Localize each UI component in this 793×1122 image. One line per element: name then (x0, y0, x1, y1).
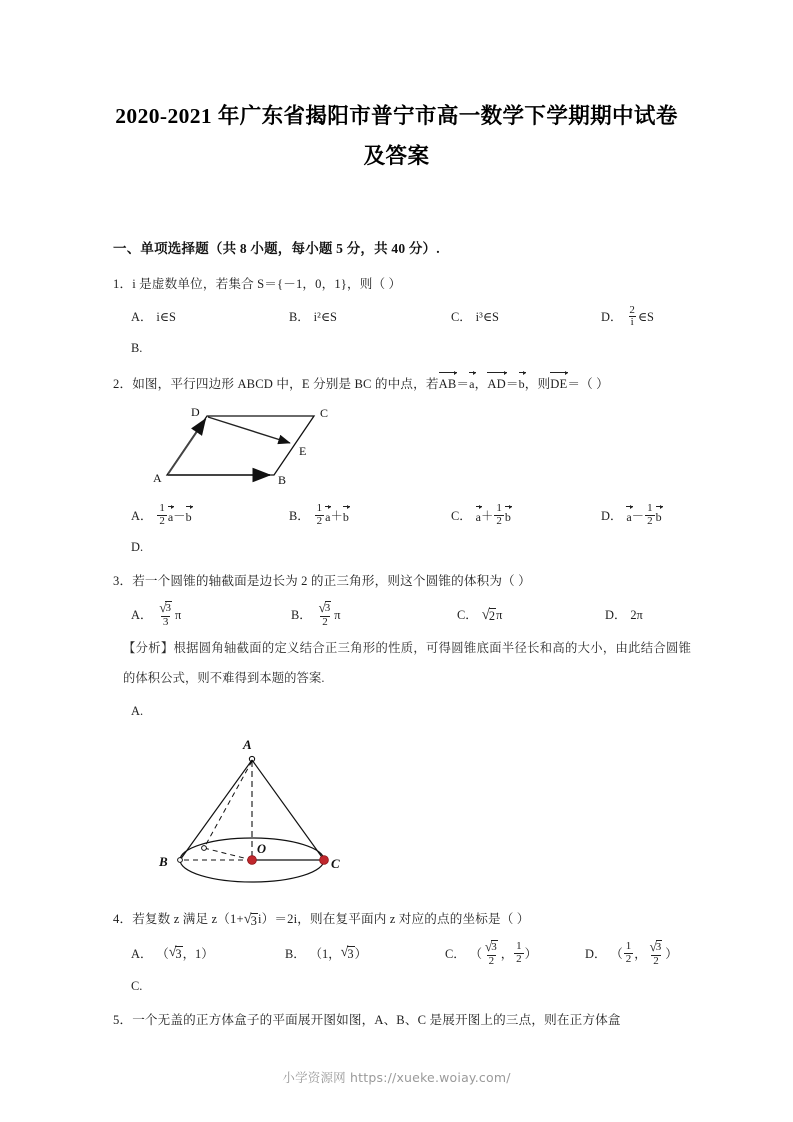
page-title (100, 96, 693, 176)
exam-content (113, 238, 691, 1037)
question-5-stem: 5．一个无盖的正方体盒子的平面展开图如图，A、B、C 是展开图上的三点，则在正方体盒 (113, 1013, 621, 1027)
sqrt-icon: √ 3 (649, 938, 662, 954)
question-3-stem: 3．若一个圆锥的轴截面是边长为 2 的正三角形，则这个圆锥的体积为（ ） (113, 573, 531, 588)
fraction-numerator (157, 601, 174, 616)
option-2-A[interactable] (131, 504, 289, 529)
radicand: 3 (165, 602, 171, 614)
radicand: 3 (347, 947, 354, 962)
stem-text-post: ＝（ ） (567, 376, 609, 391)
operator: ＋ (330, 509, 343, 524)
vector-AD: AD (487, 372, 506, 395)
fraction-numerator (483, 940, 500, 955)
title-line-2: 及答案 (363, 144, 430, 168)
question-1-answer: B. (131, 340, 143, 355)
second-coordinate: 1 (195, 947, 202, 962)
radicand: 3 (491, 940, 497, 953)
fraction-numerator (648, 940, 665, 955)
vector-b: b (656, 506, 662, 526)
option-value: （ 1 ， √ 3 ） (309, 945, 367, 962)
point-B-marker (178, 858, 183, 863)
option-2-B[interactable] (289, 504, 451, 529)
option-label: C． (445, 947, 466, 962)
option-3-D[interactable] (605, 602, 643, 630)
option-label: A． (131, 310, 153, 325)
vector-b: b (343, 506, 349, 526)
fraction-denominator: 3 (162, 615, 169, 628)
question-3-answer: A. (131, 704, 144, 719)
radicand: 3 (655, 940, 662, 953)
sqrt-icon: √ 3 (243, 912, 258, 929)
fraction-numerator (317, 601, 334, 616)
option-1-A[interactable] (131, 305, 289, 330)
cone-figure (157, 735, 691, 905)
option-value: i³∈S (475, 310, 499, 325)
equals-1: ＝ (456, 376, 470, 391)
fraction-one-half (624, 941, 634, 966)
option-value: （ $\frac{1}{2}$ ， √ 3 2 ） (610, 938, 678, 967)
fraction-half (157, 503, 167, 528)
parallelogram-outline (167, 416, 314, 475)
option-value: i²∈S (313, 310, 337, 325)
option-2-C[interactable] (451, 504, 601, 529)
option-value (626, 504, 661, 529)
vector-arrow-DE (208, 417, 290, 443)
stem-text-pre: 4．若复数 z 满足 z（1+ (113, 912, 244, 927)
operator: － (631, 509, 645, 524)
vector-a: a (325, 506, 330, 526)
radicand: 2 (488, 608, 496, 623)
fraction-numerator: 1 (496, 502, 502, 515)
question-3-options (113, 602, 691, 630)
pi-symbol: π (496, 608, 503, 623)
label-B: B (278, 472, 287, 487)
parallelogram-abcd-svg (137, 401, 352, 489)
vector-b: b (186, 506, 192, 526)
fraction-denominator: 2 (625, 953, 632, 966)
point-C-marker-red (320, 856, 329, 865)
option-label: D． (601, 509, 623, 524)
pi-symbol: π (174, 608, 182, 623)
fraction-one-half (514, 941, 524, 966)
vector-a: a (469, 372, 474, 395)
fraction-denominator: 2 (159, 515, 165, 528)
question-2-stem (113, 372, 691, 395)
label-O: O (257, 842, 267, 857)
fraction-half (494, 503, 504, 528)
fraction-half (645, 503, 655, 528)
vector-a: a (476, 506, 481, 526)
fraction-denominator: i (630, 316, 634, 329)
option-label: B． (291, 608, 312, 623)
option-1-C[interactable] (451, 305, 601, 330)
option-label: B． (285, 947, 306, 962)
title-line-1: 2020-2021 年广东省揭阳市普宁市高一数学下学期期中试卷 (115, 104, 678, 128)
inner-arc-point (202, 846, 207, 851)
analysis-text: 根据圆角轴截面的定义结合正三角形的性质，可得圆锥底面半径长和高的大小，由此结合圆锥的体积公式，则不难得到本题的答案. (123, 641, 691, 686)
option-label: B． (289, 509, 310, 524)
option-4-B[interactable] (285, 940, 445, 968)
label-B: B (159, 854, 168, 870)
section-heading: 一、单项选择题（共 8 小题，每小题 5 分，共 40 分）. (113, 241, 440, 256)
option-3-B[interactable] (291, 602, 457, 630)
option-value (156, 504, 191, 529)
label-C: C (331, 856, 340, 872)
question-4-options (113, 940, 691, 968)
fraction-numerator: 1 (516, 940, 522, 953)
fraction-numerator: 1 (647, 502, 653, 515)
option-value (314, 504, 349, 529)
inner-dashed-segment (204, 848, 252, 860)
sqrt-icon: √ 3 (340, 945, 354, 962)
option-value: （ √ 3 ， 1 ） (156, 945, 214, 962)
option-label: C． (451, 310, 472, 325)
sqrt-icon: √ 2 (481, 606, 496, 623)
sqrt-icon: √ 3 (168, 945, 182, 962)
question-1-options (113, 305, 691, 330)
option-3-C[interactable] (457, 602, 605, 630)
question-4-answer: C. (131, 979, 143, 993)
option-value (626, 305, 654, 330)
radicand: 3 (250, 914, 258, 929)
fraction-sqrt3-over-2 (483, 940, 500, 968)
option-label: D． (585, 947, 607, 962)
option-value (476, 504, 511, 529)
analysis-label: 【分析】 (123, 641, 174, 656)
operator: ＋ (480, 509, 494, 524)
pi-symbol: π (334, 608, 341, 623)
radicand: 3 (324, 602, 331, 614)
option-value (482, 606, 503, 624)
operator: － (173, 509, 186, 524)
separator-2: ，则 (524, 376, 551, 391)
option-4-D[interactable] (585, 940, 678, 968)
fraction-half (315, 503, 325, 528)
option-label: C． (457, 608, 478, 623)
stem-text-post: i）＝2i，则在复平面内 z 对应的点的坐标是（ ） (258, 912, 530, 927)
stem-text-pre: 2．如图，平行四边形 ABCD 中，E 分别是 BC 的中点，若 (113, 376, 439, 391)
fraction-denominator: 2 (488, 954, 495, 967)
sqrt-icon: √ 3 (318, 600, 331, 615)
cone-slant-dashed (204, 761, 252, 848)
label-A: A (243, 737, 252, 753)
fraction-denominator: 2 (653, 954, 659, 967)
option-value: （ √ 3 2 ， $\frac{1}{2}$ ） (469, 938, 537, 967)
fraction-two-over-i (627, 305, 637, 330)
fraction-denominator: 2 (647, 515, 653, 528)
fraction-sqrt3-over-2 (648, 940, 665, 968)
vector-arrow-AD (168, 419, 206, 474)
label-E: E (299, 443, 307, 458)
fraction-denominator: 2 (322, 615, 328, 628)
vector-AB: AB (439, 372, 457, 395)
sqrt-icon: √ 3 (159, 600, 171, 615)
option-label: A． (131, 947, 153, 962)
option-3-A[interactable] (131, 602, 291, 630)
option-label: B． (289, 310, 310, 325)
cone-slant-left (180, 760, 252, 860)
question-3-analysis (113, 633, 691, 693)
vector-a: a (626, 506, 631, 526)
cone-diagram-svg (157, 735, 367, 900)
radicand: 3 (175, 947, 182, 962)
fraction-numerator: 1 (159, 502, 165, 515)
fraction-numerator: 1 (316, 502, 323, 515)
option-label: A． (131, 509, 153, 524)
option-label: D． (605, 608, 627, 623)
fraction-numerator: 1 (625, 940, 632, 953)
question-2-options (113, 504, 691, 529)
vector-a: a (168, 506, 173, 526)
label-A: A (153, 470, 162, 485)
option-4-C[interactable] (445, 940, 585, 968)
vector-DE: DE (550, 372, 567, 395)
question-1-stem: 1．i 是虚数单位，若集合 S＝{－1，0，1}，则（ ） (113, 277, 402, 291)
option-value: i∈S (156, 310, 176, 325)
fraction-denominator: 2 (516, 953, 522, 966)
label-D: D (191, 404, 200, 419)
fraction-sqrt3-over-2 (317, 601, 334, 629)
separator-1: ， (474, 376, 488, 391)
fraction-denominator: 2 (316, 515, 323, 528)
option-1-B[interactable] (289, 305, 451, 330)
option-label: C． (451, 509, 472, 524)
vector-b: b (519, 372, 525, 395)
membership-tail: ∈S (637, 310, 654, 325)
footer-watermark: 小学资源网 https://xueke.woiay.com/ (282, 1070, 511, 1085)
option-label: A． (131, 608, 153, 623)
question-4-stem (113, 909, 691, 930)
fraction-numerator: 2 (629, 303, 635, 316)
equals-2: ＝ (505, 376, 519, 391)
option-value: 2π (630, 608, 643, 623)
fraction-sqrt3-over-3 (157, 601, 174, 629)
option-label: D． (601, 310, 623, 325)
question-2-answer: D. (131, 539, 144, 554)
option-1-D[interactable] (601, 305, 654, 330)
option-2-D[interactable] (601, 504, 662, 529)
fraction-denominator: 2 (496, 515, 502, 528)
first-coordinate: 1 (322, 947, 329, 962)
option-value (156, 602, 181, 630)
center-point-marker-red (248, 856, 257, 865)
parallelogram-figure (137, 401, 691, 494)
option-value (316, 602, 341, 630)
label-C: C (320, 405, 329, 420)
vector-b: b (505, 506, 511, 526)
sqrt-icon: √ 3 (485, 938, 497, 954)
option-4-A[interactable] (131, 940, 285, 968)
